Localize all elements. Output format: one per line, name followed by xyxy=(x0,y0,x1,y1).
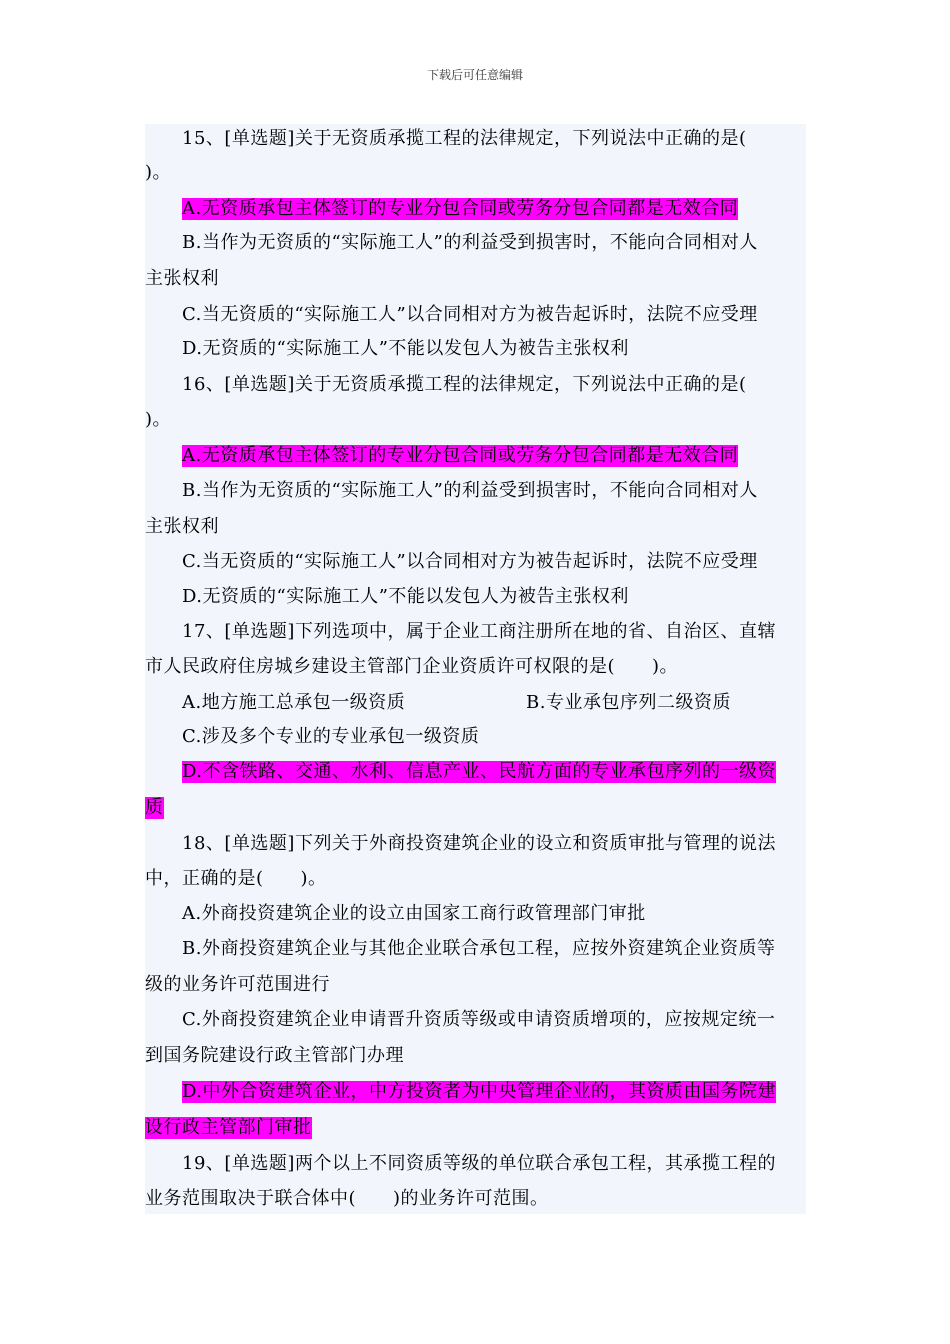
question-16-option-d: D.无资质的“实际施工人”不能以发包人为被告主张权利 xyxy=(182,586,629,607)
question-15-option-b-cont: 主张权利 xyxy=(145,268,219,289)
document-body xyxy=(145,124,806,1214)
question-18-option-d-cont-highlighted: 设行政主管部门审批 xyxy=(145,1117,312,1138)
question-17-option-b: B.专业承包序列二级资质 xyxy=(526,692,731,713)
page-header: 下载后可任意编辑 xyxy=(426,68,523,82)
question-18-stem-cont: 中，正确的是( )。 xyxy=(145,868,327,889)
question-17-option-c: C.涉及多个专业的专业承包一级资质 xyxy=(182,726,480,747)
question-18-option-b-cont: 级的业务许可范围进行 xyxy=(145,974,330,995)
question-15-option-a-highlighted: A.无资质承包主体签订的专业分包合同或劳务分包合同都是无效合同 xyxy=(182,198,739,219)
question-17-stem-cont: 市人民政府住房城乡建设主管部门企业资质许可权限的是( )。 xyxy=(145,656,679,677)
question-17-stem: 17、[单选题]下列选项中，属于企业工商注册所在地的省、自治区、直辖 xyxy=(182,621,776,642)
question-19-stem-cont: 业务范围取决于联合体中( )的业务许可范围。 xyxy=(145,1188,549,1209)
question-17-option-a: A.地方施工总承包一级资质 xyxy=(182,692,406,713)
question-15-stem-cont: )。 xyxy=(145,162,172,183)
question-18-option-a: A.外商投资建筑企业的设立由国家工商行政管理部门审批 xyxy=(182,903,646,924)
question-18-option-b: B.外商投资建筑企业与其他企业联合承包工程，应按外资建筑企业资质等 xyxy=(182,938,776,959)
question-16-stem-cont: )。 xyxy=(145,409,172,430)
question-18-option-d-highlighted: D.中外合资建筑企业，中方投资者为中央管理企业的，其资质由国务院建 xyxy=(182,1081,777,1102)
question-16-option-b-cont: 主张权利 xyxy=(145,516,219,537)
question-17-option-d-highlighted: D.不含铁路、交通、水利、信息产业、民航方面的专业承包序列的一级资 xyxy=(182,761,777,782)
question-15-stem: 15、[单选题]关于无资质承揽工程的法律规定，下列说法中正确的是( xyxy=(182,128,747,149)
question-15-option-b: B.当作为无资质的“实际施工人”的利益受到损害时，不能向合同相对人 xyxy=(182,232,758,253)
question-15-option-c: C.当无资质的“实际施工人”以合同相对方为被告起诉时，法院不应受理 xyxy=(182,304,758,325)
question-16-option-c: C.当无资质的“实际施工人”以合同相对方为被告起诉时，法院不应受理 xyxy=(182,551,758,572)
question-18-option-c: C.外商投资建筑企业申请晋升资质等级或申请资质增项的，应按规定统一 xyxy=(182,1009,776,1030)
question-18-stem: 18、[单选题]下列关于外商投资建筑企业的设立和资质审批与管理的说法 xyxy=(182,833,776,854)
question-17-option-d-cont-highlighted: 质 xyxy=(145,797,164,818)
question-18-option-c-cont: 到国务院建设行政主管部门办理 xyxy=(145,1045,404,1066)
question-16-option-a-highlighted: A.无资质承包主体签订的专业分包合同或劳务分包合同都是无效合同 xyxy=(182,445,739,466)
question-16-option-b: B.当作为无资质的“实际施工人”的利益受到损害时，不能向合同相对人 xyxy=(182,480,758,501)
question-19-stem: 19、[单选题]两个以上不同资质等级的单位联合承包工程，其承揽工程的 xyxy=(182,1153,776,1174)
question-15-option-d: D.无资质的“实际施工人”不能以发包人为被告主张权利 xyxy=(182,338,629,359)
question-16-stem: 16、[单选题]关于无资质承揽工程的法律规定，下列说法中正确的是( xyxy=(182,374,747,395)
